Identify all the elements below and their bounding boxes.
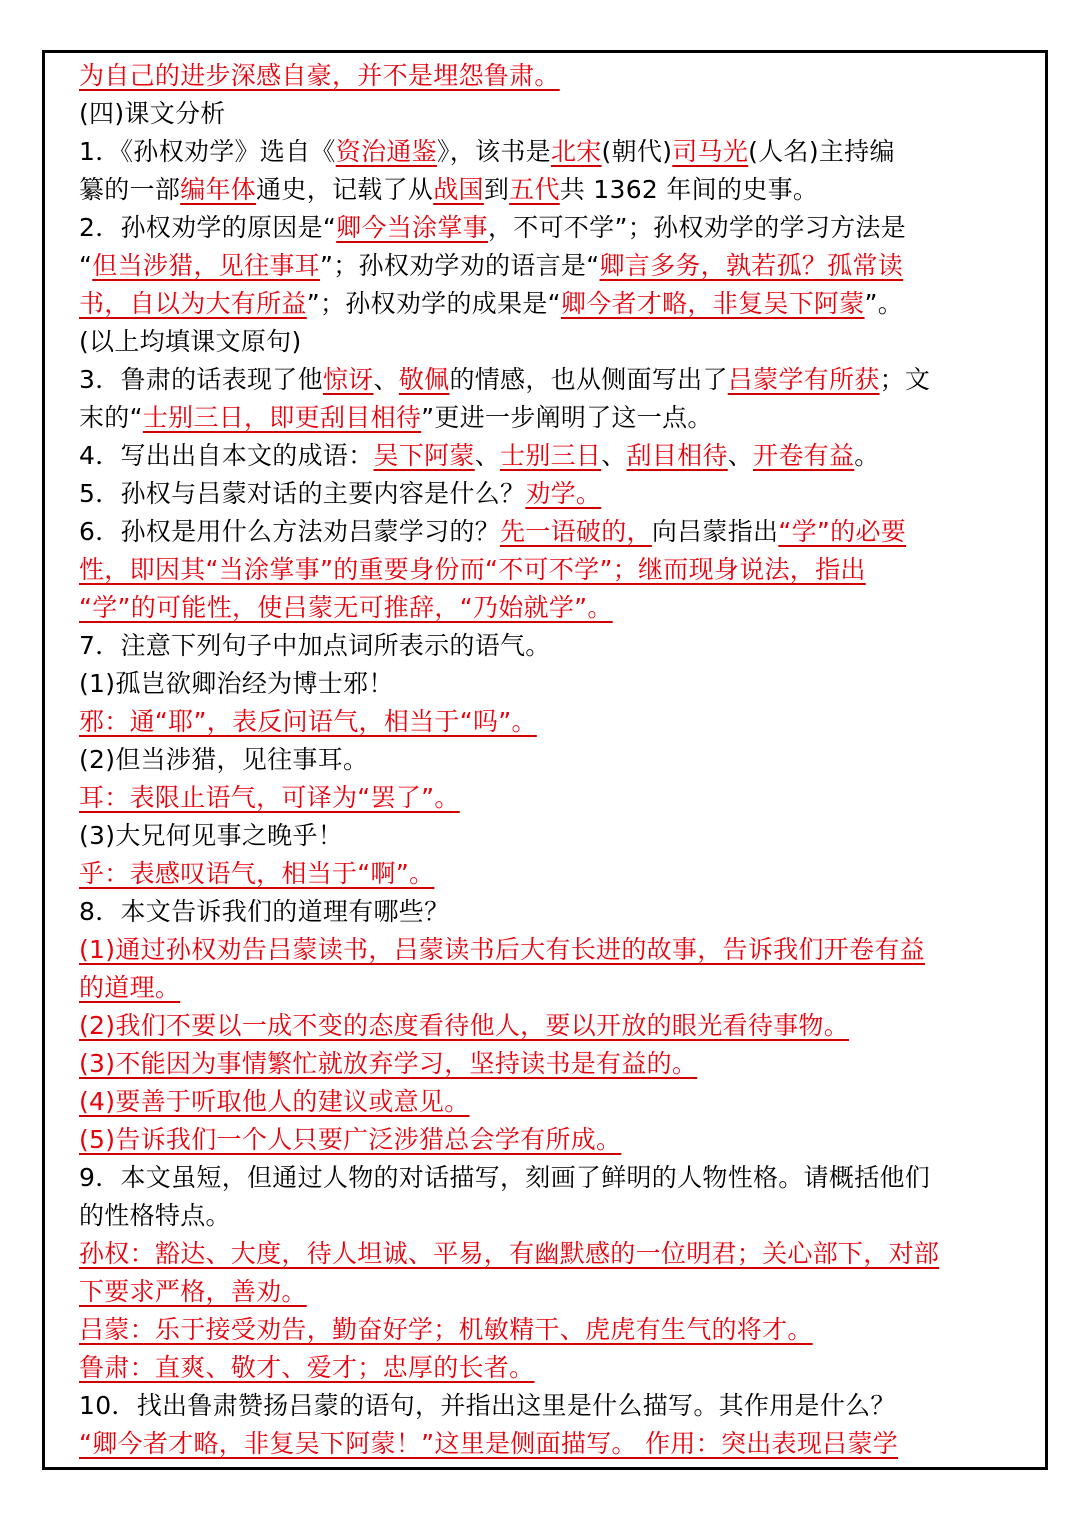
question-text: 9．本文虽短，但通过人物的对话描写，刻画了鲜明的人物性格。请概括他们 [79, 1163, 931, 1192]
question-text: 、 [601, 441, 627, 470]
text-line [79, 551, 1019, 589]
question-text: 末的“ [79, 403, 143, 432]
text-line [79, 589, 1019, 627]
question-text: (1)孤岂欲卿治经为博士邪！ [79, 669, 394, 698]
answer-text: 开卷有益 [753, 441, 855, 470]
question-text: 纂的一部 [79, 175, 181, 204]
text-line [79, 1121, 1019, 1159]
answer-text: “卿今者才略，非复吴下阿蒙！”这里是侧面描写。 作用：突出表现吕蒙学 [79, 1429, 899, 1458]
question-text: (以上均填课文原句) [79, 327, 302, 356]
answer-text: 但当涉猎，见往事耳 [92, 251, 320, 280]
question-text: ”；孙权劝学劝的语言是“ [319, 251, 600, 280]
question-text: 、 [373, 365, 399, 394]
text-line [79, 1387, 1019, 1425]
document-frame [42, 50, 1048, 1470]
answer-text: 卿今者才略，非复吴下阿蒙 [560, 289, 865, 318]
answer-text: 北宋 [550, 137, 602, 166]
answer-text: 资治通鉴 [335, 137, 437, 166]
text-line [79, 1197, 1019, 1235]
question-text: (朝代) [601, 137, 673, 166]
answer-text: 孙权：豁达、大度，待人坦诚、平易，有幽默感的一位明君；关心部下，对部 [79, 1239, 940, 1268]
answer-text: 士别三日，即更刮目相待 [142, 403, 422, 432]
answer-text: 鲁肃：直爽、敬才、爱才；忠厚的长者。 [79, 1353, 535, 1382]
answer-text: (3)不能因为事情繁忙就放弃学习，坚持读书是有益的。 [79, 1049, 698, 1078]
answer-text: 乎：表感叹语气，相当于“啊”。 [79, 859, 435, 888]
question-text: (3)大兄何见事之晚乎！ [79, 821, 344, 850]
answer-text: “学”的可能性，使吕蒙无可推辞，“乃始就学”。 [79, 593, 613, 622]
question-text: 的情感，也从侧面写出了 [449, 365, 728, 394]
text-line [79, 817, 1019, 855]
text-line [79, 209, 1019, 247]
answer-text: 劝学。 [525, 479, 602, 508]
text-line [79, 1425, 1019, 1463]
answer-text: 士别三日 [500, 441, 602, 470]
text-line [79, 513, 1019, 551]
document-body [79, 57, 1019, 1463]
question-text: “ [79, 251, 93, 280]
text-line [79, 323, 1019, 361]
question-text: ”。 [864, 289, 904, 318]
answer-text: 书，自以为大有所益 [79, 289, 307, 318]
question-text: 、 [727, 441, 754, 470]
text-line [79, 475, 1019, 513]
text-line [79, 399, 1019, 437]
question-text: 的性格特点。 [79, 1201, 231, 1230]
question-text: 8．本文告诉我们的道理有哪些？ [79, 897, 450, 926]
text-line [79, 931, 1019, 969]
text-line [79, 779, 1019, 817]
text-line [79, 741, 1019, 779]
text-line [79, 893, 1019, 931]
question-text: ，不可不学”；孙权劝学的学习方法是 [487, 213, 907, 242]
question-text: 共 1362 年间的史事。 [559, 175, 819, 204]
answer-text: 战国 [433, 175, 484, 204]
question-text: 6．孙权是用什么方法劝吕蒙学习的？ [79, 517, 501, 546]
answer-text: 耳：表限止语气，可译为“罢了”。 [79, 783, 460, 812]
question-text: 通史，记载了从 [256, 175, 434, 204]
question-text: 》，该书是 [436, 137, 551, 166]
answer-text: 敬佩 [398, 365, 450, 394]
question-text: (人名)主持编 [748, 137, 895, 166]
question-text: ；文 [879, 365, 931, 394]
text-line [79, 285, 1019, 323]
answer-text: 五代 [509, 175, 560, 204]
question-text: 7．注意下列句子中加点词所表示的语气。 [79, 631, 551, 660]
question-text: ”更进一步阐明了这一点。 [421, 403, 713, 432]
text-line [79, 855, 1019, 893]
question-text: 向吕蒙指出 [651, 517, 779, 546]
text-line [79, 1349, 1019, 1387]
answer-text: “学”的必要 [778, 517, 907, 546]
question-text: (四)课文分析 [79, 99, 226, 128]
answer-text: 吴下阿蒙 [373, 441, 475, 470]
question-text: 3．鲁肃的话表现了他 [79, 365, 323, 394]
question-text: ”；孙权劝学的成果是“ [306, 289, 561, 318]
text-line [79, 665, 1019, 703]
text-line [79, 171, 1019, 209]
answer-text: 下要求严格，善劝。 [79, 1277, 307, 1306]
answer-text: (2)我们不要以一成不变的态度看待他人，要以开放的眼光看待事物。 [79, 1011, 850, 1040]
answer-text: 先一语破的， [500, 517, 652, 546]
answer-text: 卿言多务，孰若孤？孤常读 [599, 251, 904, 280]
text-line [79, 703, 1019, 741]
text-line [79, 57, 1019, 95]
answer-text: 惊讶 [322, 365, 374, 394]
question-text: 到 [483, 175, 510, 204]
text-line [79, 1235, 1019, 1273]
question-text: 。 [854, 441, 880, 470]
text-line [79, 1311, 1019, 1349]
text-line [79, 1007, 1019, 1045]
question-text: 1．《孙权劝学》选自《 [79, 137, 336, 166]
text-line [79, 1083, 1019, 1121]
text-line [79, 1159, 1019, 1197]
answer-text: 司马光 [672, 137, 749, 166]
answer-text: 为自己的进步深感自豪，并不是埋怨鲁肃。 [79, 61, 560, 90]
text-line [79, 969, 1019, 1007]
answer-text: (1)通过孙权劝告吕蒙读书，吕蒙读书后大有长进的故事，告诉我们开卷有益 [79, 935, 925, 964]
text-line [79, 1273, 1019, 1311]
answer-text: 邪：通“耶”，表反问语气，相当于“吗”。 [79, 707, 537, 736]
question-text: 、 [474, 441, 501, 470]
text-line [79, 95, 1019, 133]
question-text: 10．找出鲁肃赞扬吕蒙的语句，并指出这里是什么描写。其作用是什么？ [79, 1391, 896, 1420]
answer-text: 刮目相待 [626, 441, 728, 470]
text-line [79, 361, 1019, 399]
answer-text: 吕蒙学有所获 [727, 365, 880, 394]
text-line [79, 247, 1019, 285]
text-line [79, 437, 1019, 475]
question-text: 5．孙权与吕蒙对话的主要内容是什么？ [79, 479, 526, 508]
answer-text: 卿今当涂掌事 [336, 213, 488, 242]
question-text: 4．写出出自本文的成语： [79, 441, 374, 470]
answer-text: 的道理。 [79, 973, 181, 1002]
question-text: 2．孙权劝学的原因是“ [79, 213, 337, 242]
answer-text: 性，即因其“当涂掌事”的重要身份而“不可不学”；继而现身说法，指出 [79, 555, 866, 584]
answer-text: 吕蒙：乐于接受劝告，勤奋好学；机敏精干、虎虎有生气的将才。 [79, 1315, 813, 1344]
text-line [79, 627, 1019, 665]
text-line [79, 1045, 1019, 1083]
question-text: (2)但当涉猎，见往事耳。 [79, 745, 369, 774]
answer-text: 编年体 [180, 175, 257, 204]
text-line [79, 133, 1019, 171]
answer-text: (5)告诉我们一个人只要广泛涉猎总会学有所成。 [79, 1125, 622, 1154]
answer-text: (4)要善于听取他人的建议或意见。 [79, 1087, 470, 1116]
